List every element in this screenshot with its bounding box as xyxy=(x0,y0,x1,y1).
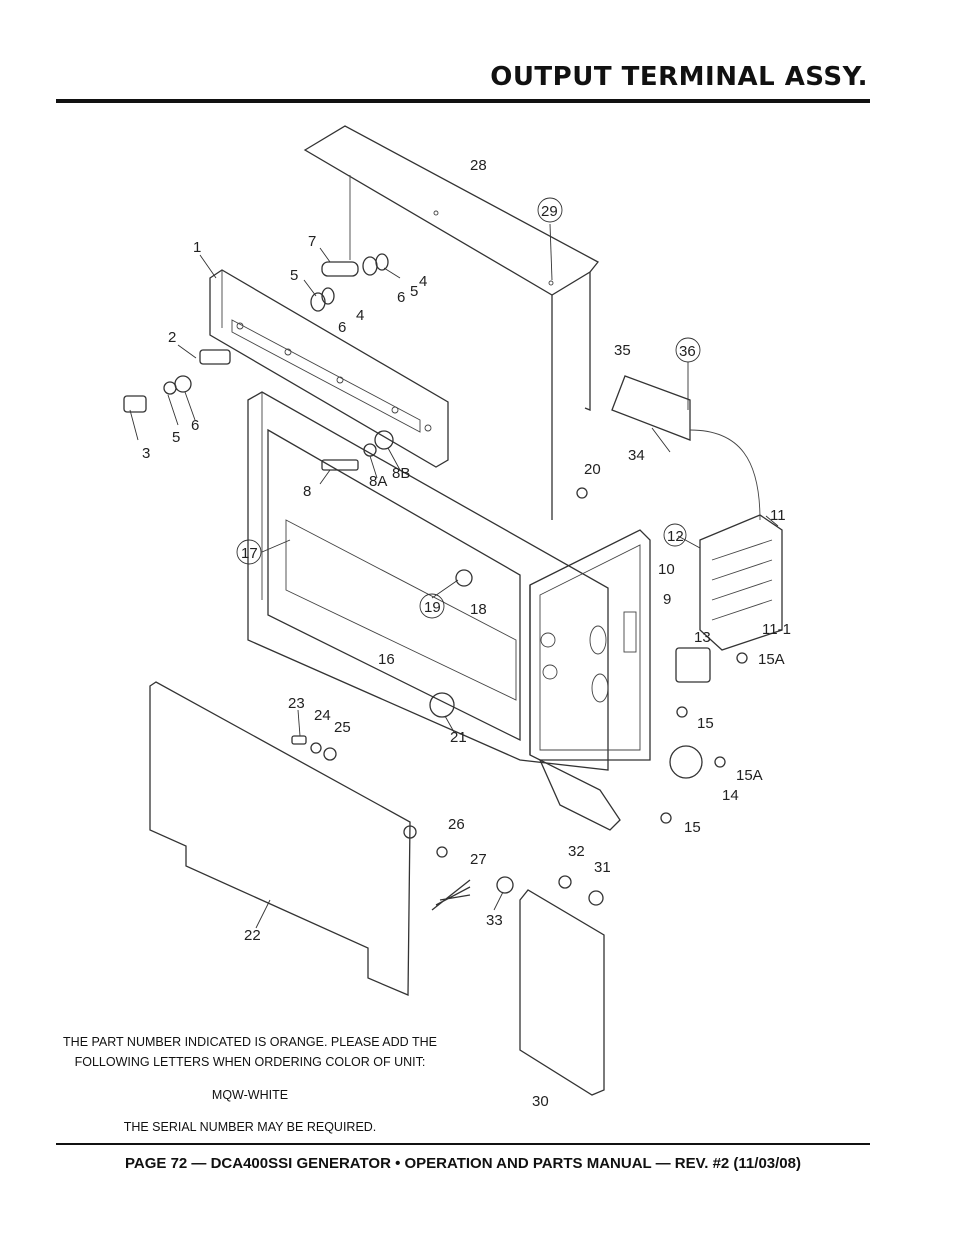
callout-24: 24 xyxy=(314,707,331,724)
callout-35: 35 xyxy=(614,342,631,359)
callout-16: 16 xyxy=(378,651,395,668)
callout-25: 25 xyxy=(334,719,351,736)
callout-labels xyxy=(142,157,791,1110)
page-footer: PAGE 72 — DCA400SSI GENERATOR • OPERATION AND PARTS MANUAL — REV. #2 (11/03/08) xyxy=(125,1155,801,1172)
footer-rule xyxy=(56,1143,870,1145)
callout-33: 33 xyxy=(486,912,503,929)
callout-11-1: 11-1 xyxy=(762,621,791,638)
callout-20: 20 xyxy=(584,461,601,478)
callout-5: 5 xyxy=(290,267,299,284)
callout-8a: 8A xyxy=(369,473,388,490)
callout-14: 14 xyxy=(722,787,739,804)
top-cover-part xyxy=(305,126,598,520)
callout-19: 19 xyxy=(424,599,441,616)
front-panel-frame-part xyxy=(248,392,608,770)
callout-28: 28 xyxy=(470,157,487,174)
callout-2: 2 xyxy=(168,329,177,346)
callout-17: 17 xyxy=(241,545,258,562)
callout-4: 4 xyxy=(356,307,365,324)
callout-26: 26 xyxy=(448,816,465,833)
ordering-note-line-2: FOLLOWING LETTERS WHEN ORDERING COLOR OF UNIT: xyxy=(74,1055,426,1069)
callout-7: 7 xyxy=(308,233,317,250)
ordering-note-line-1: THE PART NUMBER INDICATED IS ORANGE. PLEASE ADD THE xyxy=(63,1035,437,1049)
callout-11: 11 xyxy=(770,507,786,524)
callout-15: 15 xyxy=(697,715,714,732)
callout-36: 36 xyxy=(679,343,696,360)
callout-30: 30 xyxy=(532,1093,549,1110)
callout-12: 12 xyxy=(667,528,684,545)
callout-1: 1 xyxy=(193,239,202,256)
callout-31: 31 xyxy=(594,859,611,876)
front-cover-part xyxy=(150,682,470,995)
callout-15: 15 xyxy=(684,819,701,836)
callout-15a: 15A xyxy=(736,767,763,784)
callout-4: 4 xyxy=(419,273,428,290)
callout-23: 23 xyxy=(288,695,305,712)
exploded-parts-diagram xyxy=(0,110,954,1110)
color-code: MQW-WHITE xyxy=(211,1088,289,1102)
callout-29: 29 xyxy=(541,203,558,220)
callout-3: 3 xyxy=(142,445,151,462)
callout-22: 22 xyxy=(244,927,261,944)
terminal-hardware-part xyxy=(124,254,393,470)
callout-15a: 15A xyxy=(758,651,785,668)
callout-34: 34 xyxy=(628,447,645,464)
header-rule xyxy=(56,99,870,103)
callout-6: 6 xyxy=(338,319,347,336)
callout-13: 13 xyxy=(694,629,711,646)
callout-21: 21 xyxy=(450,729,467,746)
page-title: OUTPUT TERMINAL ASSY. xyxy=(490,62,868,92)
callout-6: 6 xyxy=(191,417,200,434)
callout-10: 10 xyxy=(658,561,675,578)
callout-8b: 8B xyxy=(392,465,411,482)
callout-9: 9 xyxy=(663,591,672,608)
small-door-part xyxy=(497,876,604,1095)
callout-18: 18 xyxy=(470,601,487,618)
callout-27: 27 xyxy=(470,851,487,868)
callout-32: 32 xyxy=(568,843,585,860)
callout-8: 8 xyxy=(303,483,312,500)
callout-5: 5 xyxy=(410,283,419,300)
callout-6: 6 xyxy=(397,289,406,306)
serial-note: THE SERIAL NUMBER MAY BE REQUIRED. xyxy=(123,1120,377,1134)
callout-5: 5 xyxy=(172,429,181,446)
control-box-part xyxy=(530,530,650,830)
